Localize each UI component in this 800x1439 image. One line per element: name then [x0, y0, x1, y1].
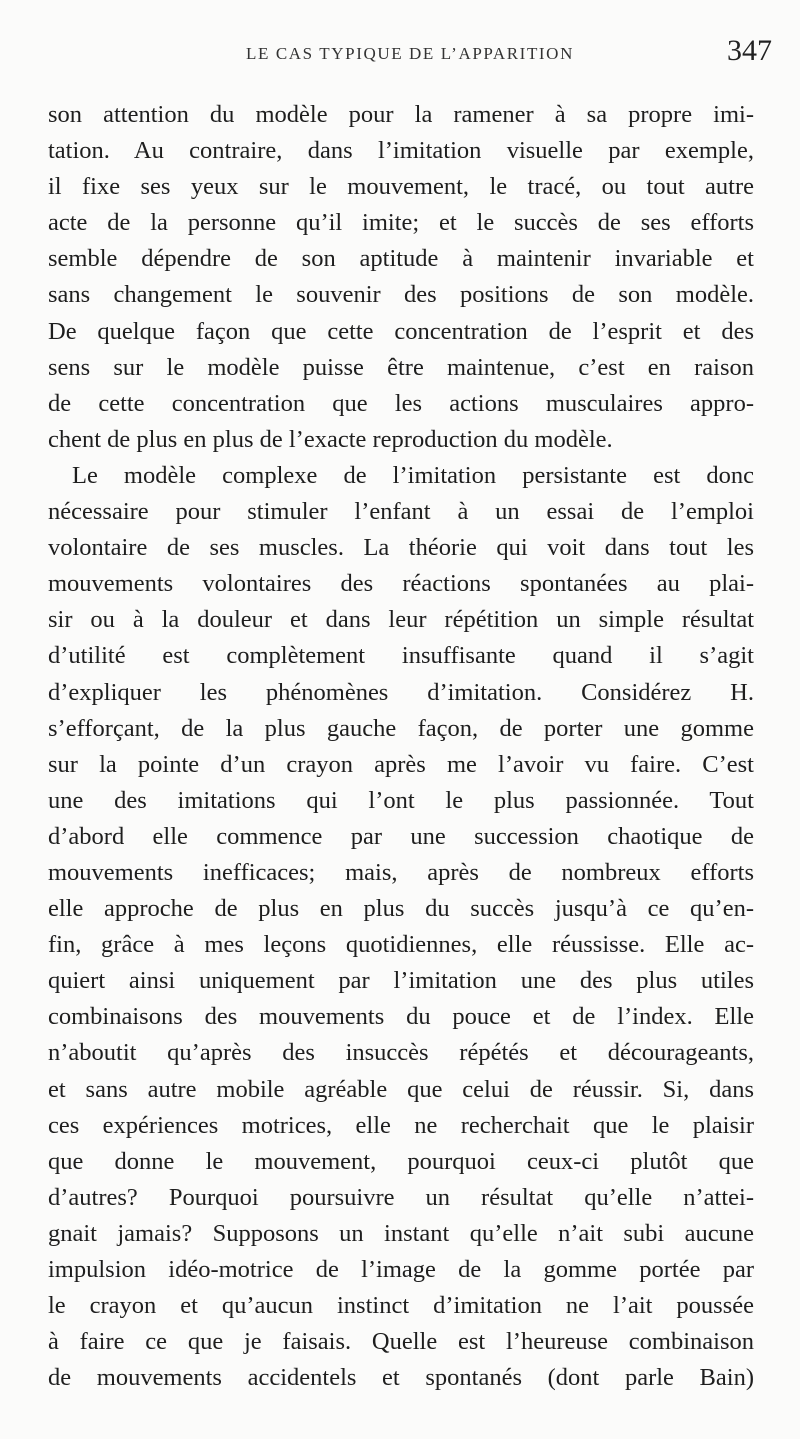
- text-line: de cette concentration que les actions musculaires appro-: [48, 389, 754, 417]
- body-text: [48, 97, 754, 1396]
- text-line: le crayon et qu’aucun instinct d’imitation ne l’ait poussée: [48, 1292, 754, 1320]
- text-line: n’aboutit qu’après des insuccès répétés et décourageants,: [48, 1039, 754, 1067]
- text-line: sur la pointe d’un crayon après me l’avoir vu faire. C’est: [48, 750, 754, 778]
- text-line: il fixe ses yeux sur le mouvement, le tracé, ou tout autre: [48, 173, 754, 201]
- text-line: De quelque façon que cette concentration de l’esprit et des: [48, 317, 754, 345]
- text-line: une des imitations qui l’ont le plus passionnée. Tout: [48, 786, 754, 814]
- text-line: d’abord elle commence par une succession chaotique de: [48, 822, 754, 850]
- text-line: impulsion idéo-motrice de l’image de la gomme portée par: [48, 1256, 754, 1283]
- text-line: gnait jamais? Supposons un instant qu’elle n’ait subi aucune: [48, 1219, 754, 1247]
- text-line: volontaire de ses muscles. La théorie qui voit dans tout les: [48, 534, 754, 562]
- running-head: [48, 34, 772, 84]
- text-line: de mouvements accidentels et spontanés (dont parle Bain): [48, 1364, 754, 1392]
- text-line: sans changement le souvenir des positions de son modèle.: [48, 281, 754, 309]
- page-number: 347: [727, 34, 772, 67]
- text-line: que donne le mouvement, pourquoi ceux-ci plutôt que: [48, 1147, 754, 1175]
- text-line: elle approche de plus en plus du succès jusqu’à ce qu’en-: [48, 895, 754, 923]
- text-line: ces expériences motrices, elle ne recherchait que le plaisir: [48, 1111, 754, 1139]
- text-line: mouvements volontaires des réactions spontanées au plai-: [48, 570, 754, 598]
- text-line: s’efforçant, de la plus gauche façon, de porter une gomme: [48, 714, 754, 742]
- text-line: mouvements inefficaces; mais, après de nombreux efforts: [48, 858, 754, 886]
- text-line: fin, grâce à mes leçons quotidiennes, elle réussisse. Elle ac-: [48, 931, 754, 959]
- text-line: d’autres? Pourquoi poursuivre un résultat qu’elle n’attei-: [48, 1183, 754, 1211]
- text-line: acte de la personne qu’il imite; et le succès de ses efforts: [48, 209, 754, 237]
- text-line: Le modèle complexe de l’imitation persistante est donc: [72, 461, 754, 489]
- text-line: son attention du modèle pour la ramener à sa propre imi-: [48, 101, 754, 128]
- text-line: nécessaire pour stimuler l’enfant à un essai de l’emploi: [48, 498, 754, 526]
- text-line: chent de plus en plus de l’exacte reproduction du modèle.: [48, 425, 613, 453]
- text-line: d’utilité est complètement insuffisante quand il s’agit: [48, 642, 754, 670]
- text-line: sens sur le modèle puisse être maintenue, c’est en raison: [48, 353, 754, 381]
- text-line: combinaisons des mouvements du pouce et de l’index. Elle: [48, 1003, 754, 1031]
- text-line: d’expliquer les phénomènes d’imitation. Considérez H.: [48, 678, 754, 706]
- text-line: tation. Au contraire, dans l’imitation visuelle par exemple,: [48, 137, 754, 165]
- text-line: quiert ainsi uniquement par l’imitation une des plus utiles: [48, 967, 754, 995]
- text-line: et sans autre mobile agréable que celui de réussir. Si, dans: [48, 1075, 754, 1103]
- text-line: à faire ce que je faisais. Quelle est l’heureuse combinaison: [48, 1328, 754, 1356]
- running-title: LE CAS TYPIQUE DE L’APPARITION: [246, 44, 574, 63]
- text-line: semble dépendre de son aptitude à maintenir invariable et: [48, 245, 754, 273]
- text-line: sir ou à la douleur et dans leur répétition un simple résultat: [48, 606, 754, 634]
